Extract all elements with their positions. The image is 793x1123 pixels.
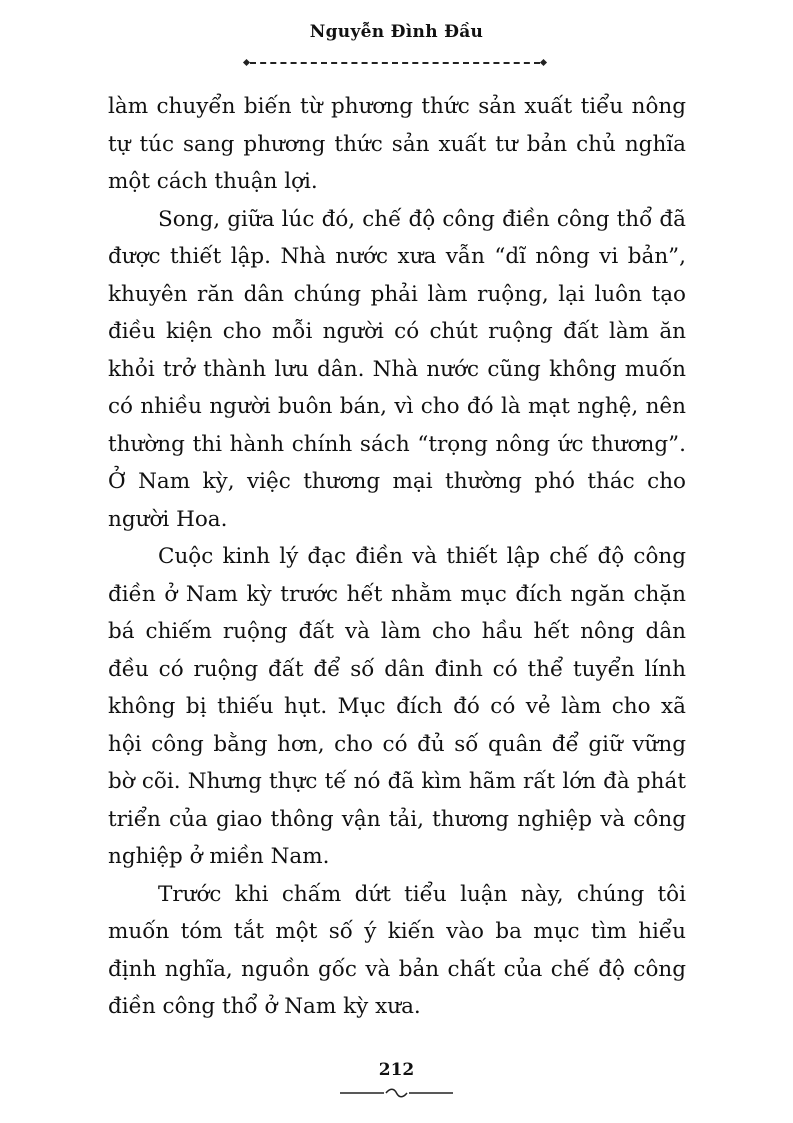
folio-ornament-icon [340,1088,453,1098]
page-number: 212 [378,1060,415,1080]
paragraph: Trước khi chấm dứt tiểu luận này, chúng tôi muốn tóm tắt một số ý kiến vào ba mục tìm hiểu định nghĩa, nguồn gốc và bản chất của chế độ công điền công thổ ở Nam kỳ xưa. [108,881,686,1019]
paragraph: Cuộc kinh lý đạc điền và thiết lập chế độ công điền ở Nam kỳ trước hết nhằm mục đích ngăn chặn bá chiếm ruộng đất và làm cho hầu hết nông dân đều có ruộng đất để số dân đinh có thể tuyển lính không bị thiếu hụt. Mục đích đó có vẻ làm cho xã hội công bằng hơn, cho có đủ số quân để giữ vững bờ cõi. Nhưng thực tế nó đã kìm hãm rất lớn đà phát triển của giao thông vận tải, thương nghiệp và công nghiệp ở miền Nam. [108,544,686,869]
page-header [0,22,793,42]
paragraph: Song, giữa lúc đó, chế độ công điền công thổ đã được thiết lập. Nhà nước xưa vẫn “dĩ nông vi bản”, khuyên răn dân chúng phải làm ruộng, lại luôn tạo điều kiện cho mỗi người có chút ruộng đất làm ăn khỏi trở thành lưu dân. Nhà nước cũng không muốn có nhiều người buôn bán, vì cho đó là mạt nghệ, nên thường thi hành chính sách “trọng nông ức thương”. Ở Nam kỳ, việc thương mại thường phó thác cho người Hoa. [108,206,686,532]
body-text [108,88,686,1026]
page-folio [0,1060,793,1080]
paragraph: làm chuyển biến từ phương thức sản xuất tiểu nông tự túc sang phương thức sản xuất tư bản chủ nghĩa một cách thuận lợi. [108,94,686,194]
running-title: Nguyễn Đình Đầu [309,22,484,42]
header-dashed-rule [250,62,540,64]
